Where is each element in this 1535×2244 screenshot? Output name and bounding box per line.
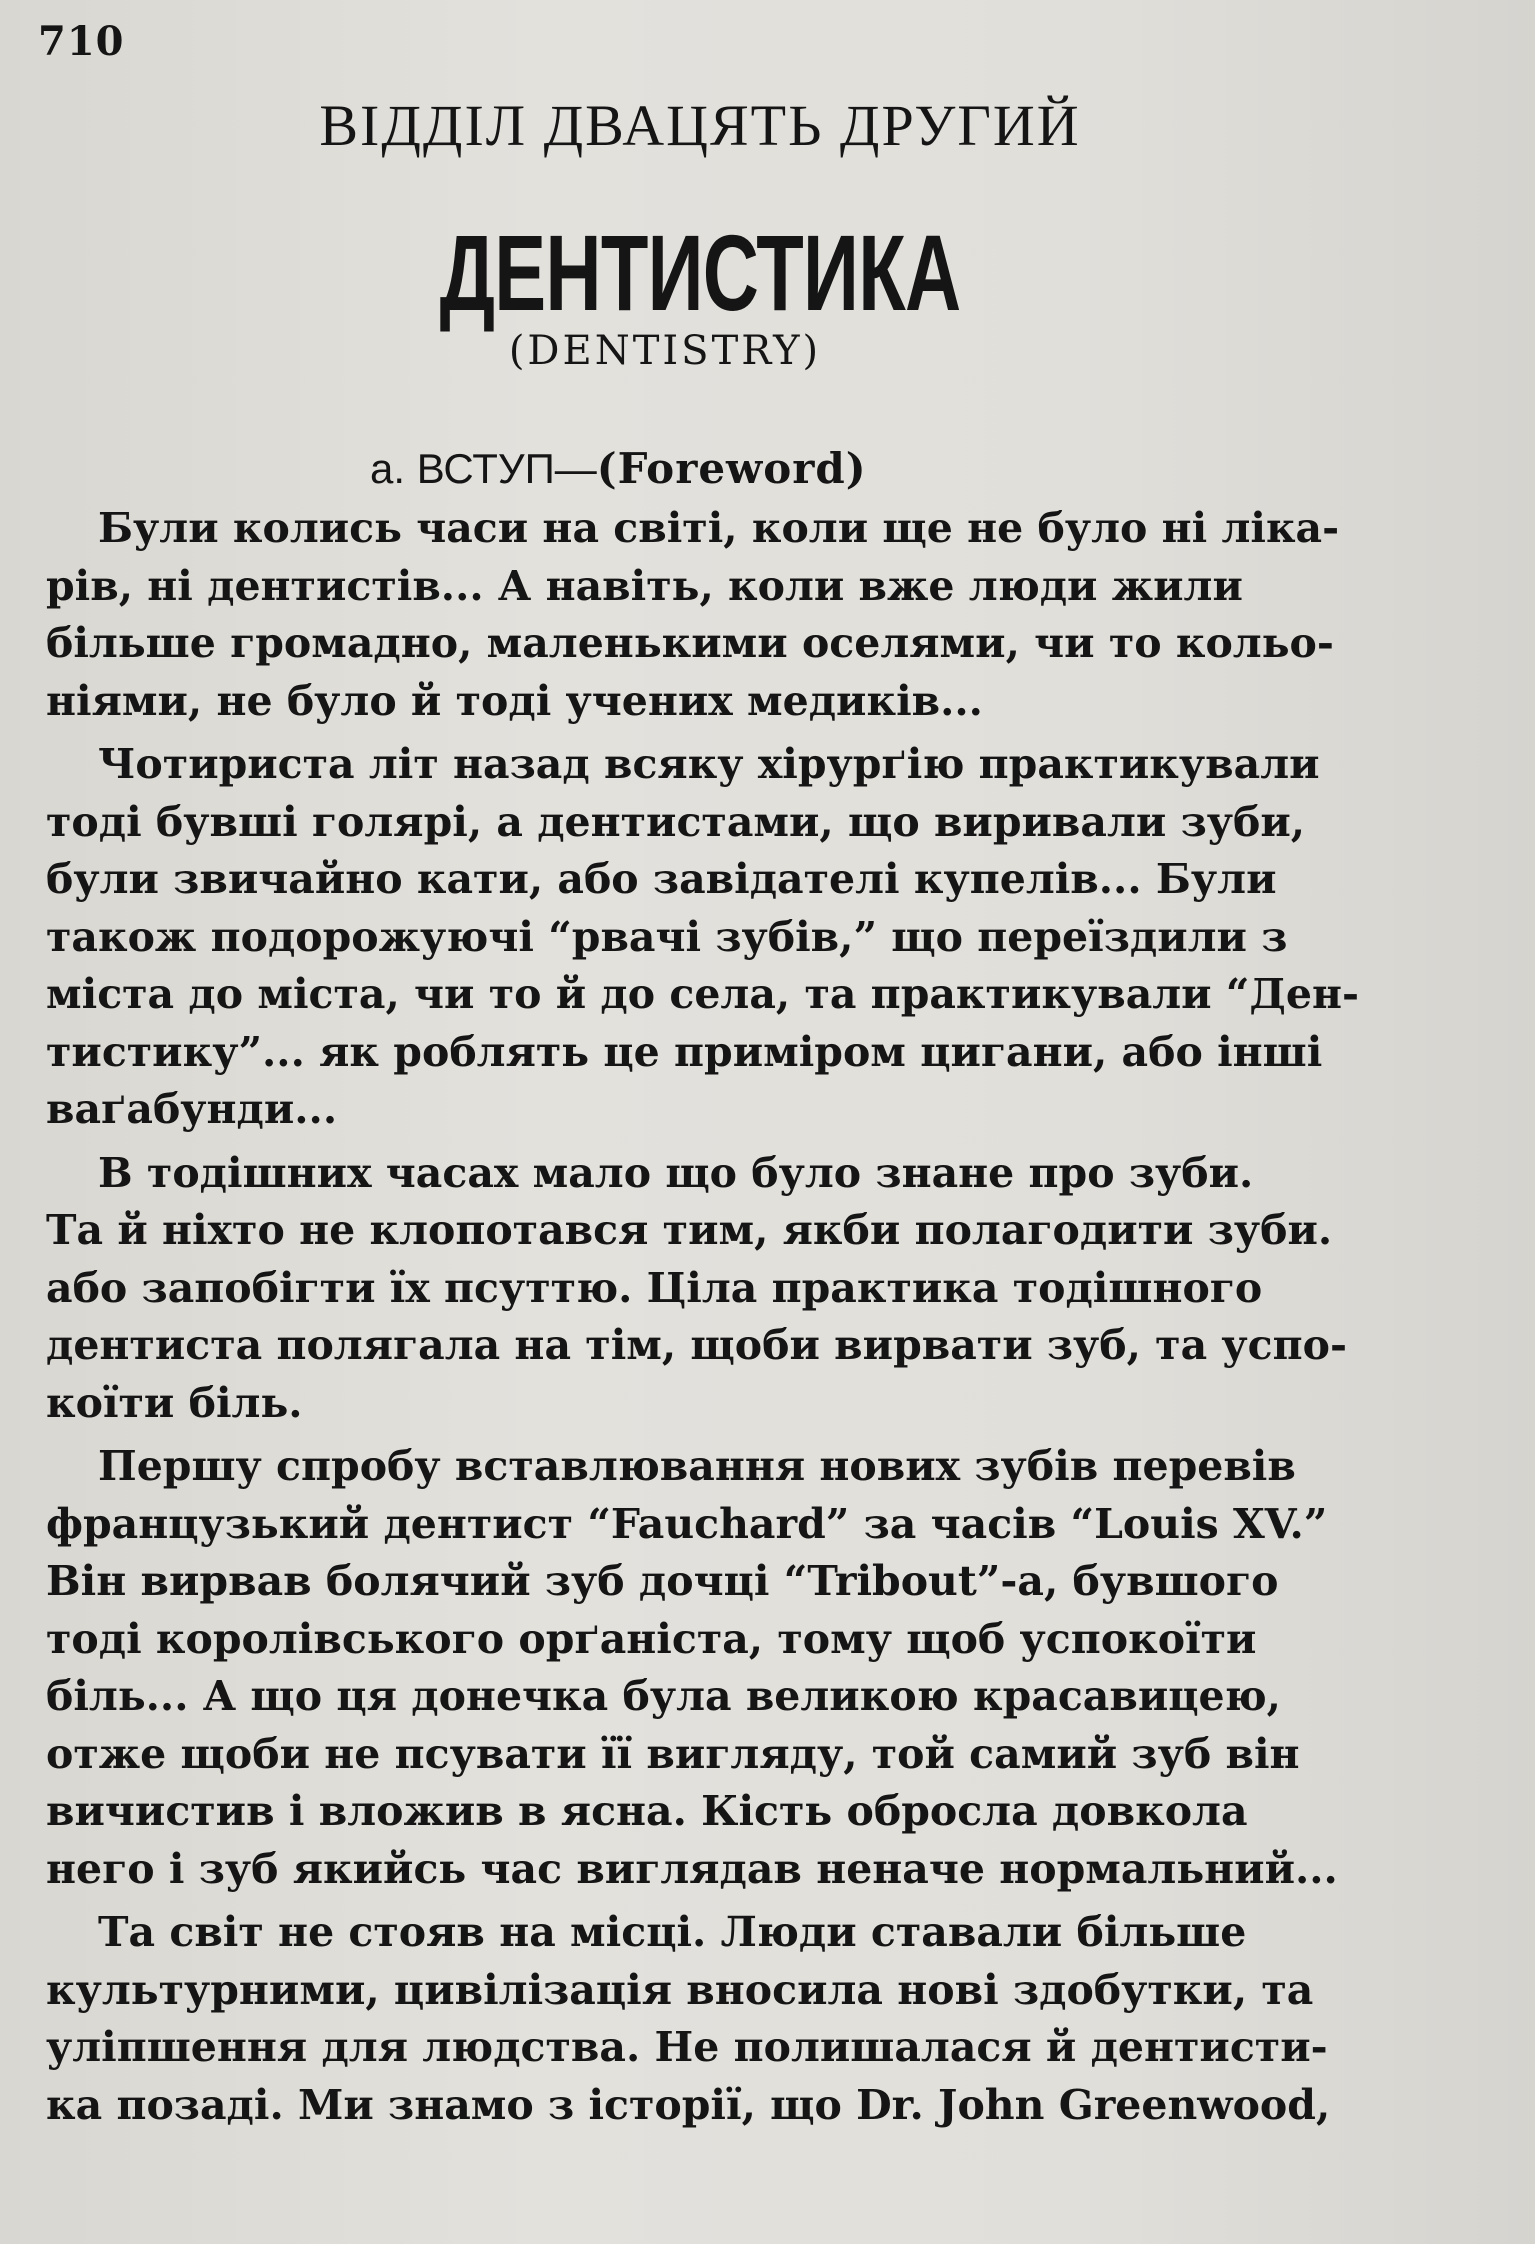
text-line: тоді королівського орґаніста, тому щоб успокоїти bbox=[46, 1614, 1257, 1663]
text-line: французький дентист “Fauchard” за часів “Louis XV.” bbox=[46, 1499, 1328, 1548]
text-line: тоді бувші голярі, а дентистами, що виривали зуби, bbox=[46, 797, 1306, 846]
page-number: 710 bbox=[38, 18, 125, 65]
text-line: уліпшення для людства. Не полишалася й дентисти- bbox=[46, 2023, 1328, 2071]
paragraph bbox=[46, 736, 1366, 1139]
paragraph bbox=[46, 1904, 1366, 2134]
text-line: дентиста полягала на тім, щоби вирвати зуб, та успо- bbox=[46, 1321, 1348, 1369]
intro-heading-english: (Foreword) bbox=[596, 444, 867, 493]
text-line: отже щоби не псувати її вигляду, той самий зуб він bbox=[46, 1729, 1300, 1778]
text-line: культурними, цивілізація вносила нові здобутки, та bbox=[46, 1965, 1314, 2014]
text-line: біль... А що ця донечка була великою красавицею, bbox=[46, 1672, 1281, 1720]
text-line: Та й ніхто не клопотався тим, якби полагодити зуби. bbox=[46, 1206, 1333, 1254]
text-line: Першу спробу вставлювання нових зубів перевів bbox=[98, 1442, 1296, 1490]
text-line: вичистив і вложив в ясна. Кість обросла довкола bbox=[46, 1787, 1248, 1835]
text-line: більше громадно, маленькими оселями, чи то кольо- bbox=[46, 619, 1334, 667]
section-heading: ВІДДІЛ ДВАЦЯТЬ ДРУГИЙ bbox=[319, 93, 1081, 158]
text-line: Чотириста літ назад всяку хірурґію практикували bbox=[98, 740, 1320, 788]
text-line: або запобігти їх псуттю. Ціла практика тодішного bbox=[46, 1263, 1263, 1312]
text-line: него і зуб якийсь час виглядав неначе нормальний... bbox=[46, 1844, 1338, 1893]
paragraph bbox=[46, 1145, 1366, 1433]
text-line: ваґабунди... bbox=[46, 1085, 338, 1133]
text-line: були звичайно кати, або завідателі купелів... Були bbox=[46, 855, 1277, 903]
text-line: В тодішних часах мало що було знане про зуби. bbox=[98, 1148, 1254, 1197]
text-line: міста до міста, чи то й до села, та практикували “Ден- bbox=[46, 970, 1360, 1018]
text-line: коїти біль. bbox=[46, 1378, 303, 1427]
text-line: Та світ не стояв на місці. Люди ставали більше bbox=[98, 1908, 1247, 1956]
page-subtitle: (DENTISTRY) bbox=[508, 328, 822, 374]
paragraph bbox=[46, 500, 1366, 730]
text-line: Були колись часи на світі, коли ще не було ні ліка- bbox=[98, 504, 1340, 552]
text-line: рів, ні дентистів... А навіть, коли вже люди жили bbox=[46, 561, 1243, 610]
paragraph bbox=[46, 1438, 1366, 1898]
text-line: Він вирвав болячий зуб дочці “Tribout”-а, бувшого bbox=[46, 1557, 1279, 1605]
text-line: ніями, не було й тоді учених медиків... bbox=[46, 676, 983, 725]
page-title: ДЕНТИСТИКА bbox=[439, 212, 961, 333]
text-line: також подорожуючі “рвачі зубів,” що переїздили з bbox=[46, 912, 1288, 961]
intro-heading-label: а. ВСТУП— bbox=[370, 445, 597, 492]
body-text bbox=[46, 500, 1366, 2134]
text-line: ка позаді. Ми знамо з історії, що Dr. John Greenwood, bbox=[46, 2080, 1331, 2129]
intro-heading bbox=[370, 444, 867, 493]
text-line: тистику”... як роблять це приміром цигани, або інші bbox=[46, 1027, 1323, 1076]
